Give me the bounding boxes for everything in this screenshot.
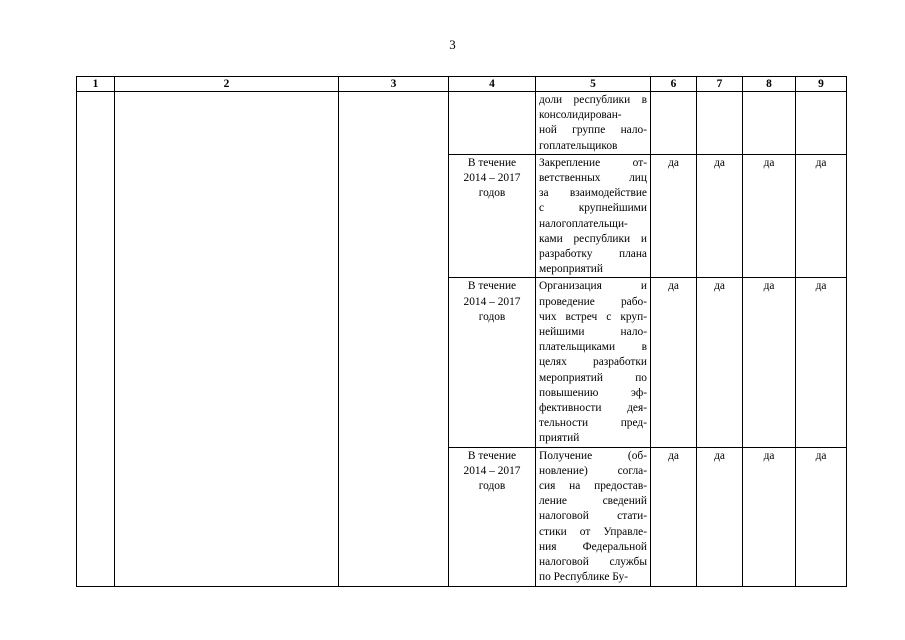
table-row	[77, 92, 847, 155]
cell-flag-8: да	[743, 447, 796, 586]
period-line: 2014 – 2017	[463, 295, 521, 308]
cell-measure	[536, 447, 651, 586]
text-line: за взаимодействие	[539, 187, 647, 200]
text-line: ление сведений	[539, 495, 647, 508]
text-line: чих встреч с круп-	[539, 310, 647, 323]
text-line: ками республики и	[539, 232, 647, 245]
text-line: новление) согла-	[539, 464, 647, 477]
period-line: годов	[478, 310, 506, 323]
period-line: В течение	[467, 280, 517, 293]
header-cell-7: 7	[697, 77, 743, 92]
cell-period	[449, 92, 536, 155]
period-line: годов	[478, 187, 506, 200]
text-line: плательщиками в	[539, 341, 647, 354]
header-cell-6: 6	[651, 77, 697, 92]
cell-period	[449, 278, 536, 447]
header-cell-5: 5	[536, 77, 651, 92]
cell-col2-merged	[115, 92, 339, 587]
text-line: ветственных лиц	[539, 172, 647, 185]
text-line: доли республики в	[539, 94, 647, 106]
cell-measure	[536, 92, 651, 155]
cell-flag-7: да	[697, 447, 743, 586]
cell-measure	[536, 278, 651, 447]
header-cell-3: 3	[339, 77, 449, 92]
header-cell-4: 4	[449, 77, 536, 92]
cell-flag-8: да	[743, 154, 796, 278]
text-line: ния Федеральной	[539, 540, 647, 553]
cell-flag-9: да	[796, 278, 847, 447]
text-line: тельности пред-	[539, 417, 647, 430]
header-cell-2: 2	[115, 77, 339, 92]
cell-flag-6	[651, 92, 697, 155]
page-number: 3	[449, 37, 456, 52]
period-line: В течение	[467, 449, 517, 462]
cell-flag-9	[796, 92, 847, 155]
cell-flag-7: да	[697, 154, 743, 278]
table-header-row	[77, 77, 847, 92]
cell-period	[449, 447, 536, 586]
cell-flag-6: да	[651, 447, 697, 586]
text-line: гоплательщиков	[539, 139, 618, 152]
period-line: 2014 – 2017	[463, 172, 521, 185]
text-line: сия на предостав-	[539, 480, 647, 493]
text-line: мероприятий по	[539, 371, 647, 384]
cell-flag-7	[697, 92, 743, 155]
text-line: налогоплательщи-	[539, 217, 628, 230]
text-line: с крупнейшими	[539, 202, 647, 215]
text-line: по Республике Бу-	[539, 571, 629, 584]
header-cell-9: 9	[796, 77, 847, 92]
period-line: В течение	[467, 156, 517, 169]
text-line: фективности дея-	[539, 402, 647, 415]
text-line: налоговой службы	[539, 556, 647, 569]
cell-flag-9: да	[796, 154, 847, 278]
text-line: налоговой стати-	[539, 510, 647, 523]
cell-flag-9: да	[796, 447, 847, 586]
text-line: целях разработки	[539, 356, 647, 369]
cell-measure	[536, 154, 651, 278]
period-line: годов	[478, 480, 506, 493]
text-line: разработку плана	[539, 248, 647, 261]
text-line: мероприятий	[539, 263, 603, 276]
text-line: Закрепление от-	[539, 156, 647, 169]
cell-flag-8	[743, 92, 796, 155]
text-line: Получение (об-	[539, 449, 647, 462]
header-cell-8: 8	[743, 77, 796, 92]
text-line: консолидирован-	[539, 109, 622, 122]
cell-col3-merged	[339, 92, 449, 587]
cell-col1-merged	[77, 92, 115, 587]
measures-table	[76, 76, 847, 587]
cell-flag-8: да	[743, 278, 796, 447]
text-line: Организация и	[539, 280, 647, 293]
cell-flag-7: да	[697, 278, 743, 447]
text-line: ной группе нало-	[539, 124, 647, 137]
header-cell-1: 1	[77, 77, 115, 92]
text-line: стики от Управле-	[539, 525, 647, 538]
period-line: 2014 – 2017	[463, 464, 521, 477]
text-line: нейшими нало-	[539, 326, 647, 339]
text-line: повышению эф-	[539, 386, 647, 399]
text-line: проведение рабо-	[539, 295, 647, 308]
cell-flag-6: да	[651, 278, 697, 447]
cell-period	[449, 154, 536, 278]
cell-flag-6: да	[651, 154, 697, 278]
text-line: приятий	[539, 432, 580, 445]
